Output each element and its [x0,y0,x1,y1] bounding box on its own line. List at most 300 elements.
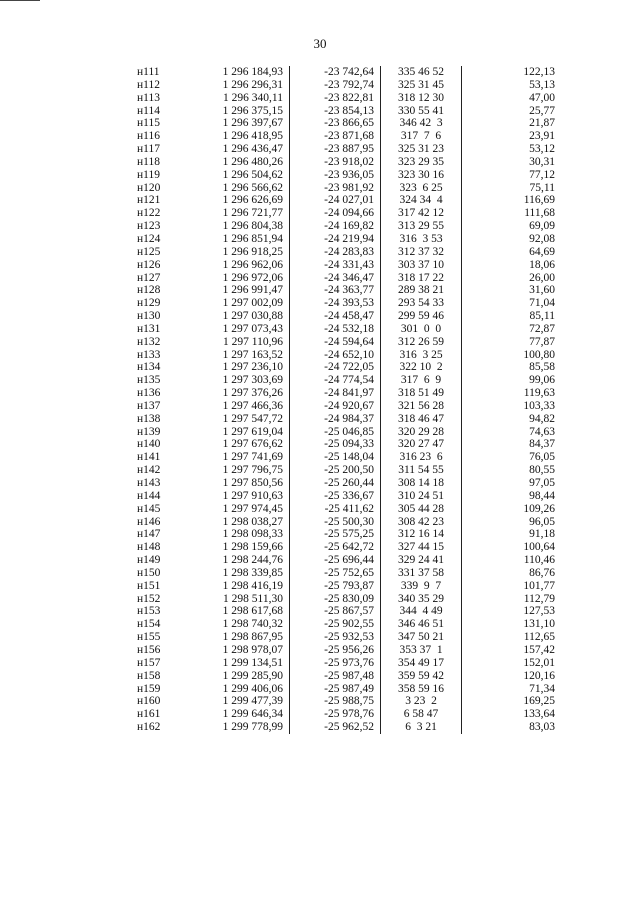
direction-angle-cell: 354 49 17 [398,656,444,669]
x-coordinate-cell: 1 296 418,95 [201,130,290,143]
direction-angle-cell: 3 23 2 [405,695,437,708]
segment-length-cell: 157,42 [462,644,562,657]
segment-length-cell: 25,77 [462,105,562,118]
segment-length-cell: 98,44 [462,490,562,503]
table-row [137,593,561,606]
x-coordinate-cell: 1 296 436,47 [201,143,290,156]
direction-angle-cell: 313 29 55 [398,220,444,233]
x-coordinate-cell: 1 296 721,77 [201,207,290,220]
y-coordinate-cell: -25 500,30 [290,516,381,529]
x-coordinate-cell: 1 297 850,56 [201,477,290,490]
point-name-cell: н156 [137,643,161,656]
direction-angle-cell: 335 46 52 [398,66,444,78]
y-coordinate-cell: -24 458,47 [290,310,381,323]
point-name-cell: н125 [137,245,161,258]
y-coordinate-cell: -25 987,49 [290,683,381,696]
segment-length-cell: 169,25 [462,695,562,708]
table-row [137,580,561,593]
x-coordinate-cell: 1 296 184,93 [201,66,290,79]
x-coordinate-cell: 1 297 619,04 [201,426,290,439]
segment-length-cell: 47,00 [462,92,562,105]
x-coordinate-cell: 1 297 303,69 [201,374,290,387]
segment-length-cell: 23,91 [462,130,562,143]
direction-angle-cell: 331 37 58 [398,566,444,579]
x-coordinate-cell: 1 296 480,26 [201,156,290,169]
table-row [137,336,561,349]
direction-angle-cell: 320 29 28 [398,425,444,438]
segment-length-cell: 83,03 [462,721,562,734]
y-coordinate-cell: -24 722,05 [290,361,381,374]
y-coordinate-cell: -25 793,87 [290,580,381,593]
segment-length-cell: 101,77 [462,580,562,593]
x-coordinate-cell: 1 297 002,09 [201,297,290,310]
x-coordinate-cell: 1 297 163,52 [201,349,290,362]
segment-length-cell: 71,34 [462,683,562,696]
table-row [137,438,561,451]
x-coordinate-cell: 1 299 406,06 [201,683,290,696]
table-row [137,503,561,516]
direction-angle-cell: 324 34 4 [399,194,443,207]
direction-angle-cell: 325 31 23 [398,143,444,156]
x-coordinate-cell: 1 299 477,39 [201,695,290,708]
table-row [137,490,561,503]
table-row [137,143,561,156]
table-row [137,413,561,426]
point-name-cell: н136 [137,387,161,400]
y-coordinate-cell: -23 792,74 [290,79,381,92]
x-coordinate-cell: 1 296 397,67 [201,117,290,130]
point-name-cell: н130 [137,310,161,323]
point-name-cell: н140 [137,438,161,451]
point-name-cell: н155 [137,631,161,644]
segment-length-cell: 21,87 [462,117,562,130]
y-coordinate-cell: -25 988,75 [290,695,381,708]
x-coordinate-cell: 1 299 778,99 [201,721,290,734]
x-coordinate-cell: 1 296 504,62 [201,169,290,182]
segment-length-cell: 109,26 [462,503,562,516]
y-coordinate-cell: -25 336,67 [290,490,381,503]
table-row [137,194,561,207]
point-name-cell: н147 [137,528,161,541]
table-row [137,426,561,439]
point-name-cell: н141 [137,451,161,464]
segment-length-cell: 112,65 [462,631,562,644]
direction-angle-cell: 6 3 21 [405,721,437,734]
segment-length-cell: 75,11 [462,182,562,195]
table-row [137,310,561,323]
table-row [137,477,561,490]
y-coordinate-cell: -24 652,10 [290,349,381,362]
x-coordinate-cell: 1 296 566,62 [201,182,290,195]
table-row [137,117,561,130]
direction-angle-cell: 317 7 6 [400,130,442,143]
table-row [137,683,561,696]
x-coordinate-cell: 1 298 867,95 [201,631,290,644]
segment-length-cell: 30,31 [462,156,562,169]
point-name-cell: н120 [137,181,161,194]
x-coordinate-cell: 1 296 962,06 [201,259,290,272]
segment-length-cell: 64,69 [462,246,562,259]
x-coordinate-cell: 1 296 340,11 [201,92,290,105]
point-name-cell: н138 [137,412,161,425]
segment-length-cell: 91,18 [462,528,562,541]
y-coordinate-cell: -24 094,66 [290,207,381,220]
x-coordinate-cell: 1 298 038,27 [201,516,290,529]
segment-length-cell: 53,13 [462,79,562,92]
table-row [137,554,561,567]
y-coordinate-cell: -25 867,57 [290,605,381,618]
y-coordinate-cell: -23 887,95 [290,143,381,156]
direction-angle-cell: 305 44 28 [398,502,444,515]
y-coordinate-cell: -24 169,82 [290,220,381,233]
point-name-cell: н135 [137,374,161,387]
table-row [137,66,561,79]
table-row [137,451,561,464]
point-name-cell: н119 [137,168,160,181]
y-coordinate-cell: -25 046,85 [290,426,381,439]
direction-angle-cell: 308 14 18 [398,477,444,489]
point-name-cell: н112 [137,78,160,91]
direction-angle-cell: 312 26 59 [398,335,444,348]
segment-length-cell: 111,68 [462,207,562,220]
y-coordinate-cell: -24 774,54 [290,374,381,387]
point-name-cell: н157 [137,656,161,669]
table-row [137,516,561,529]
table-row [137,246,561,259]
y-coordinate-cell: -25 200,50 [290,464,381,477]
segment-length-cell: 26,00 [462,272,562,285]
x-coordinate-cell: 1 297 974,45 [201,503,290,516]
direction-angle-cell: 325 31 45 [398,78,444,91]
table-row [137,297,561,310]
segment-length-cell: 92,08 [462,233,562,246]
segment-length-cell: 94,82 [462,413,562,426]
point-name-cell: н154 [137,618,161,631]
segment-length-cell: 76,05 [462,451,562,464]
table-row [137,169,561,182]
x-coordinate-cell: 1 297 910,63 [201,490,290,503]
segment-length-cell: 133,64 [462,708,562,721]
x-coordinate-cell: 1 297 547,72 [201,413,290,426]
direction-angle-cell: 320 27 47 [398,438,444,451]
y-coordinate-cell: -24 984,37 [290,413,381,426]
direction-angle-cell: 347 50 21 [398,631,444,644]
table-row [137,657,561,670]
direction-angle-cell: 344 4 49 [399,605,443,618]
table-row [137,670,561,683]
x-coordinate-cell: 1 298 978,07 [201,644,290,657]
table-row [137,156,561,169]
y-coordinate-cell: -23 918,02 [290,156,381,169]
direction-angle-cell: 318 17 22 [398,271,444,284]
x-coordinate-cell: 1 298 740,32 [201,618,290,631]
segment-length-cell: 53,12 [462,143,562,156]
y-coordinate-cell: -25 978,76 [290,708,381,721]
x-coordinate-cell: 1 297 110,96 [201,336,290,349]
point-name-cell: н152 [137,592,161,605]
coordinates-table [137,66,561,734]
point-name-cell: н143 [137,477,161,489]
direction-angle-cell: 346 42 3 [399,117,443,130]
point-name-cell: н144 [137,489,161,502]
point-name-cell: н142 [137,464,161,477]
table-row [137,259,561,272]
x-coordinate-cell: 1 296 972,06 [201,272,290,285]
coordinates-table-body [137,66,561,734]
y-coordinate-cell: -25 752,65 [290,567,381,580]
direction-angle-cell: 303 37 10 [398,258,444,271]
point-name-cell: н158 [137,669,161,682]
direction-angle-cell: 322 10 2 [399,361,443,374]
point-name-cell: н124 [137,232,161,245]
x-coordinate-cell: 1 299 134,51 [201,657,290,670]
segment-length-cell: 85,11 [462,310,562,323]
direction-angle-cell: 308 42 23 [398,515,444,528]
x-coordinate-cell: 1 297 236,10 [201,361,290,374]
segment-length-cell: 84,37 [462,438,562,451]
direction-angle-cell: 318 51 49 [398,387,444,400]
segment-length-cell: 116,69 [462,194,562,207]
y-coordinate-cell: -25 962,52 [290,721,381,734]
x-coordinate-cell: 1 298 416,19 [201,580,290,593]
point-name-cell: н145 [137,502,161,515]
table-row [137,349,561,362]
direction-angle-cell: 316 23 6 [399,451,443,464]
point-name-cell: н129 [137,297,161,310]
table-row [137,207,561,220]
segment-length-cell: 85,58 [462,361,562,374]
x-coordinate-cell: 1 297 073,43 [201,323,290,336]
table-row [137,605,561,618]
segment-length-cell: 69,09 [462,220,562,233]
point-name-cell: н115 [137,117,160,130]
y-coordinate-cell: -24 594,64 [290,336,381,349]
y-coordinate-cell: -25 956,26 [290,644,381,657]
x-coordinate-cell: 1 298 159,66 [201,541,290,554]
direction-angle-cell: 316 3 25 [399,348,443,361]
segment-length-cell: 122,13 [462,66,562,79]
segment-length-cell: 131,10 [462,618,562,631]
point-name-cell: н137 [137,399,161,412]
segment-length-cell: 119,63 [462,387,562,400]
segment-length-cell: 96,05 [462,516,562,529]
point-name-cell: н132 [137,335,161,348]
x-coordinate-cell: 1 297 741,69 [201,451,290,464]
table-row [137,400,561,413]
segment-length-cell: 112,79 [462,593,562,606]
x-coordinate-cell: 1 299 646,34 [201,708,290,721]
direction-angle-cell: 339 9 7 [400,579,442,592]
point-name-cell: н146 [137,515,161,528]
x-coordinate-cell: 1 296 918,25 [201,246,290,259]
point-name-cell: н153 [137,605,161,618]
y-coordinate-cell: -25 575,25 [290,528,381,541]
direction-angle-cell: 293 54 33 [398,297,444,310]
y-coordinate-cell: -24 393,53 [290,297,381,310]
y-coordinate-cell: -24 532,18 [290,323,381,336]
y-coordinate-cell: -23 981,92 [290,182,381,195]
direction-angle-cell: 301 0 0 [400,322,442,335]
point-name-cell: н121 [137,194,161,207]
segment-length-cell: 77,12 [462,169,562,182]
direction-angle-cell: 340 35 29 [398,592,444,605]
segment-length-cell: 127,53 [462,605,562,618]
point-name-cell: н149 [137,554,161,567]
point-name-cell: н126 [137,258,161,271]
segment-length-cell: 80,55 [462,464,562,477]
table-row [137,92,561,105]
y-coordinate-cell: -24 331,43 [290,259,381,272]
point-name-cell: н113 [137,91,160,104]
x-coordinate-cell: 1 296 851,94 [201,233,290,246]
x-coordinate-cell: 1 298 339,85 [201,567,290,580]
table-row [137,464,561,477]
y-coordinate-cell: -25 260,44 [290,477,381,490]
x-coordinate-cell: 1 297 676,62 [201,438,290,451]
x-coordinate-cell: 1 298 098,33 [201,528,290,541]
y-coordinate-cell: -25 830,09 [290,593,381,606]
direction-angle-cell: 312 16 14 [398,528,444,541]
direction-angle-cell: 310 24 51 [398,489,444,502]
x-coordinate-cell: 1 298 617,68 [201,605,290,618]
point-name-cell: н111 [137,66,160,78]
page-number: 30 [313,36,327,51]
direction-angle-cell: 317 42 12 [398,207,444,220]
segment-length-cell: 99,06 [462,374,562,387]
table-row [137,79,561,92]
x-coordinate-cell: 1 298 511,30 [201,593,290,606]
segment-length-cell: 74,63 [462,426,562,439]
table-row [137,631,561,644]
point-name-cell: н150 [137,566,161,579]
point-name-cell: н114 [137,104,160,117]
direction-angle-cell: 330 55 41 [398,104,444,117]
direction-angle-cell: 323 6 25 [399,181,443,194]
table-row [137,618,561,631]
direction-angle-cell: 329 24 41 [398,554,444,567]
x-coordinate-cell: 1 297 030,88 [201,310,290,323]
y-coordinate-cell: -25 642,72 [290,541,381,554]
table-row [137,567,561,580]
y-coordinate-cell: -25 932,53 [290,631,381,644]
segment-length-cell: 31,60 [462,284,562,297]
y-coordinate-cell: -25 148,04 [290,451,381,464]
direction-angle-cell: 323 30 16 [398,168,444,181]
y-coordinate-cell: -25 411,62 [290,503,381,516]
x-coordinate-cell: 1 296 626,69 [201,194,290,207]
direction-angle-cell: 316 3 53 [399,232,443,245]
table-row [137,233,561,246]
x-coordinate-cell: 1 297 796,75 [201,464,290,477]
segment-length-cell: 18,06 [462,259,562,272]
table-row [137,528,561,541]
point-name-cell: н128 [137,284,161,297]
table-row [137,644,561,657]
x-coordinate-cell: 1 296 375,15 [201,105,290,118]
point-name-cell: н161 [137,708,161,721]
point-name-cell: н160 [137,695,161,708]
point-name-cell: н116 [137,130,160,143]
y-coordinate-cell: -23 936,05 [290,169,381,182]
segment-length-cell: 72,87 [462,323,562,336]
y-coordinate-cell: -23 854,13 [290,105,381,118]
segment-length-cell: 103,33 [462,400,562,413]
point-name-cell: н133 [137,348,161,361]
table-row [137,695,561,708]
segment-length-cell: 77,87 [462,336,562,349]
point-name-cell: н122 [137,207,161,220]
segment-length-cell: 100,80 [462,349,562,362]
table-row [137,361,561,374]
y-coordinate-cell: -25 094,33 [290,438,381,451]
y-coordinate-cell: -24 027,01 [290,194,381,207]
point-name-cell: н151 [137,579,161,592]
point-name-cell: н117 [137,143,160,156]
y-coordinate-cell: -25 902,55 [290,618,381,631]
direction-angle-cell: 359 59 42 [398,669,444,682]
direction-angle-cell: 323 29 35 [398,155,444,168]
y-coordinate-cell: -24 363,77 [290,284,381,297]
corner-rule [0,0,40,1]
x-coordinate-cell: 1 297 376,26 [201,387,290,400]
table-row [137,182,561,195]
table-row [137,130,561,143]
point-name-cell: н159 [137,682,161,695]
segment-length-cell: 100,64 [462,541,562,554]
y-coordinate-cell: -23 742,64 [290,66,381,79]
x-coordinate-cell: 1 296 991,47 [201,284,290,297]
table-row [137,284,561,297]
segment-length-cell: 152,01 [462,657,562,670]
point-name-cell: н131 [137,322,161,335]
point-name-cell: н123 [137,220,161,233]
x-coordinate-cell: 1 296 804,38 [201,220,290,233]
y-coordinate-cell: -25 696,44 [290,554,381,567]
point-name-cell: н162 [137,721,161,734]
y-coordinate-cell: -24 920,67 [290,400,381,413]
y-coordinate-cell: -24 841,97 [290,387,381,400]
x-coordinate-cell: 1 299 285,90 [201,670,290,683]
table-row [137,374,561,387]
segment-length-cell: 86,76 [462,567,562,580]
point-name-cell: н134 [137,361,161,374]
direction-angle-cell: 317 6 9 [400,374,442,387]
table-row [137,323,561,336]
direction-angle-cell: 358 59 16 [398,682,444,695]
direction-angle-cell: 289 38 21 [398,284,444,297]
direction-angle-cell: 6 58 47 [403,708,439,721]
table-row [137,387,561,400]
direction-angle-cell: 312 37 32 [398,245,444,258]
y-coordinate-cell: -23 871,68 [290,130,381,143]
table-row [137,541,561,554]
direction-angle-cell: 346 46 51 [398,618,444,631]
table-row [137,220,561,233]
segment-length-cell: 120,16 [462,670,562,683]
direction-angle-cell: 327 44 15 [398,541,444,554]
table-row [137,721,561,734]
direction-angle-cell: 299 59 46 [398,310,444,323]
x-coordinate-cell: 1 296 296,31 [201,79,290,92]
direction-angle-cell: 311 54 55 [398,464,444,477]
y-coordinate-cell: -24 283,83 [290,246,381,259]
segment-length-cell: 97,05 [462,477,562,490]
point-name-cell: н139 [137,425,161,438]
direction-angle-cell: 318 46 47 [398,412,444,425]
table-row [137,272,561,285]
point-name-cell: н148 [137,541,161,554]
y-coordinate-cell: -25 987,48 [290,670,381,683]
